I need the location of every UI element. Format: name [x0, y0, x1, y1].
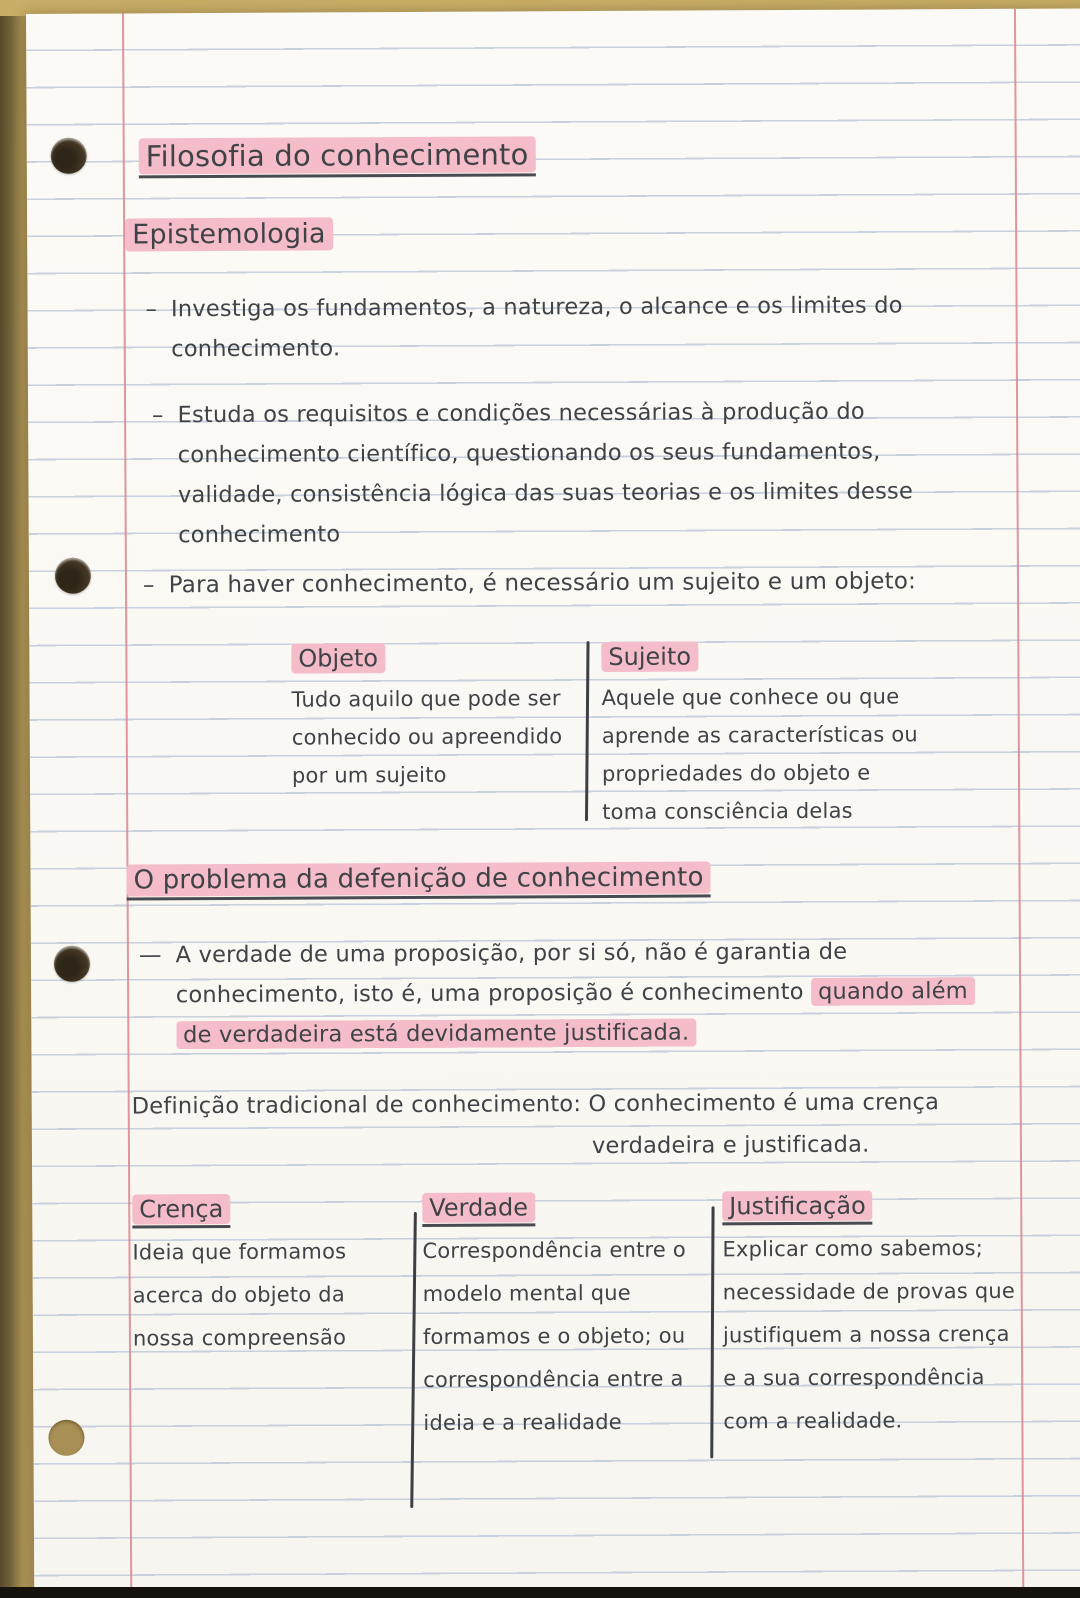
- table-column-verdade: [422, 1192, 708, 1444]
- page-subtitle-text: Epistemologia: [125, 217, 333, 251]
- punch-hole-1: [51, 138, 87, 174]
- bullet-verdade-proposicao: [139, 931, 970, 1055]
- dark-bottom-edge: [0, 1587, 1080, 1598]
- bullet-para-haver: [143, 561, 1013, 606]
- table-divider-2: [710, 1206, 714, 1458]
- traditional-definition: [132, 1081, 1022, 1170]
- definition-line-1: Definição tradicional de conhecimento: O conhecimento é uma crença: [131, 1089, 940, 1120]
- table-column-crenca: [132, 1194, 413, 1360]
- object-column: [291, 643, 592, 795]
- subject-title: Sujeito: [601, 641, 698, 672]
- punch-hole-4: [48, 1420, 84, 1456]
- bullet-highlight-part: quando além de verdadeira está devidamente justificada.: [176, 977, 975, 1049]
- verdade-body: Correspondência entre o modelo mental que formamos e o objeto; ou correspondência entre a ideia e a realidade: [422, 1237, 687, 1435]
- bullet-dash: –: [142, 572, 155, 599]
- punch-hole-3: [54, 946, 90, 982]
- problem-section-heading-text: O problema da defenição de conhecimento: [126, 861, 710, 896]
- subject-body: Aquele que conhece ou que aprende as características ou propriedades do objeto e toma consciência delas: [601, 684, 918, 824]
- justificacao-title: Justificação: [722, 1191, 873, 1222]
- bullet-estuda: [152, 391, 953, 555]
- bullet-investiga: [145, 285, 915, 369]
- object-body: Tudo aquilo que pode ser conhecido ou apreendido por um sujeito: [291, 686, 563, 788]
- punch-hole-2: [55, 558, 91, 594]
- bullet-verdade-proposicao-text: [176, 931, 970, 1055]
- bullet-para-haver-text: Para haver conhecimento, é necessário um sujeito e um objeto:: [168, 568, 917, 599]
- bullet-investiga-text: Investiga os fundamentos, a natureza, o alcance e os limites do conhecimento.: [170, 292, 903, 363]
- page-title-text: Filosofia do conhecimento: [139, 136, 536, 174]
- notebook-paper: [26, 8, 1080, 1596]
- bullet-dash: –: [145, 296, 158, 323]
- page-subtitle: [125, 218, 333, 250]
- problem-section-heading: [126, 862, 710, 895]
- crenca-title: Crença: [132, 1194, 230, 1225]
- bullet-long-dash: —: [138, 942, 162, 969]
- bullet-estuda-text: Estuda os requisitos e condições necessárias à produção do conhecimento científico, questionando os seus fundamentos, validade, consistência lógica das suas teorias e os limites desse conhecimento: [177, 398, 914, 549]
- justificacao-body: Explicar como sabemos; necessidade de provas que justifiquem a nossa crença e a sua correspondência com a realidade.: [722, 1236, 1016, 1434]
- definition-line-2: verdadeira e justificada.: [591, 1131, 870, 1160]
- table-column-justificacao: [722, 1191, 1028, 1444]
- bullet-dash: –: [152, 402, 164, 429]
- bullet-plain-part: A verdade de uma proposição, por si só, não é garantia de conhecimento, isto é, uma proposição é conhecimento: [175, 938, 848, 1009]
- subject-column: [601, 641, 932, 831]
- object-title: Objeto: [291, 643, 385, 673]
- verdade-title: Verdade: [422, 1192, 535, 1223]
- page-title: [139, 137, 536, 173]
- crenca-body: Ideia que formamos acerca do objeto da nossa compreensão: [132, 1239, 347, 1351]
